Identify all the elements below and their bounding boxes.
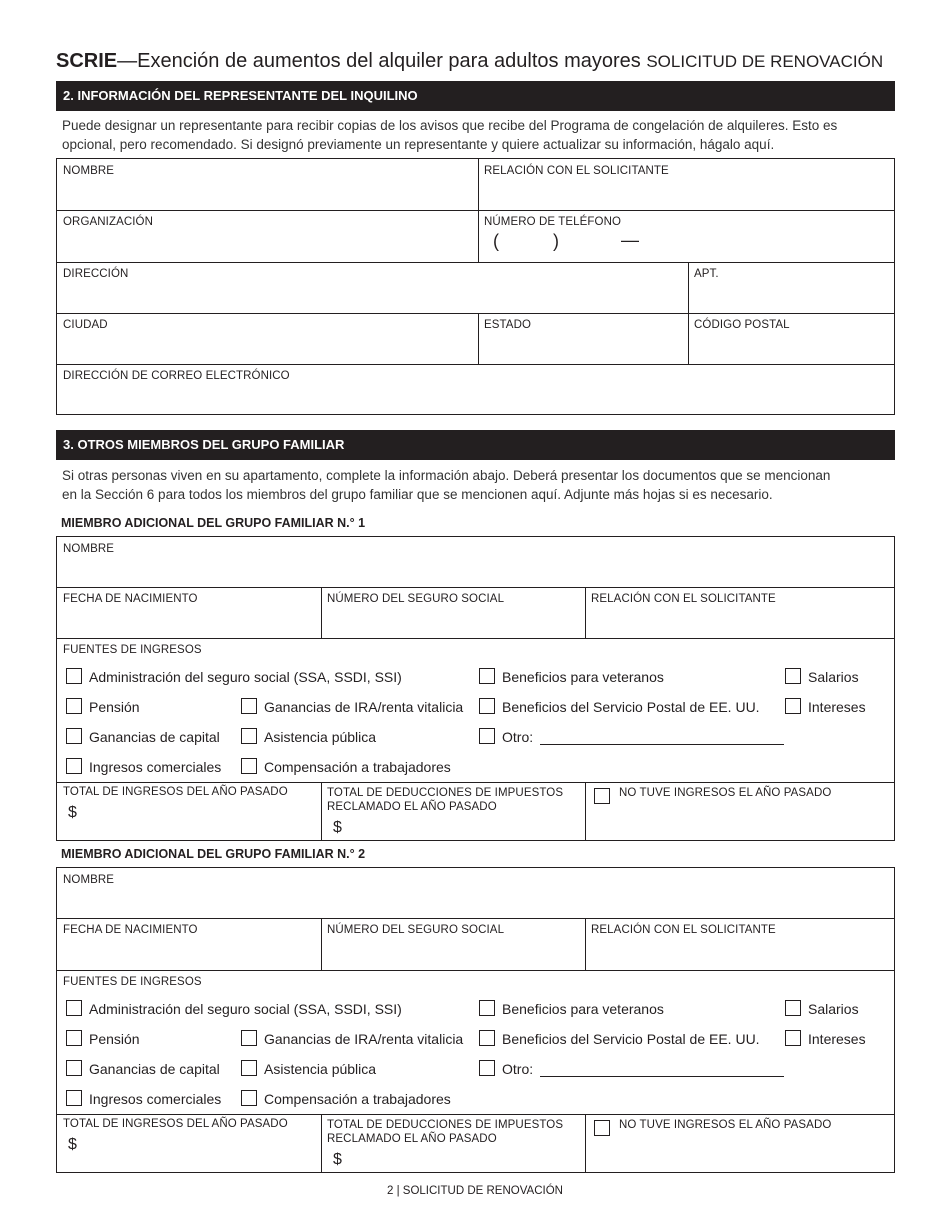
- member2-ssa-checkbox[interactable]: [66, 1000, 82, 1016]
- member1-other-checkbox[interactable]: [479, 728, 495, 744]
- member2-ssn-label: NÚMERO DEL SEGURO SOCIAL: [327, 924, 505, 936]
- rep-organization-field[interactable]: [57, 210, 478, 262]
- member2-relation-label: RELACIÓN CON EL SOLICITANTE: [591, 924, 776, 936]
- member1-workers-checkbox[interactable]: [241, 758, 257, 774]
- member1-workers-label: Compensación a trabajadores: [264, 759, 451, 775]
- member1-tax-deductions-field[interactable]: [321, 782, 585, 840]
- member1-tax-line1: TOTAL DE DEDUCCIONES DE IMPUESTOS: [327, 787, 564, 799]
- member1-wages-label: Salarios: [808, 669, 859, 685]
- member2-interest-label: Intereses: [808, 1031, 866, 1047]
- member2-name-field[interactable]: [57, 868, 894, 918]
- member1-total-income-label: TOTAL DE INGRESOS DEL AÑO PASADO: [63, 786, 288, 798]
- representative-form: [56, 158, 895, 415]
- rep-name-field[interactable]: [57, 159, 478, 210]
- member1-tax-dollar: $: [333, 819, 342, 836]
- member2-other-label: Otro:: [502, 1061, 534, 1077]
- member1-wages-checkbox[interactable]: [785, 668, 801, 684]
- member2-no-income-checkbox[interactable]: [594, 1120, 610, 1136]
- member1-veterans-label: Beneficios para veteranos: [502, 669, 664, 685]
- title-text: Exención de aumentos del alquiler para adultos mayores: [137, 50, 641, 72]
- page-footer: 2 | SOLICITUD DE RENOVACIÓN: [387, 1185, 563, 1197]
- page-title: [56, 50, 883, 73]
- member2-total-income-field[interactable]: [57, 1114, 321, 1172]
- member1-ssn-label: NÚMERO DEL SEGURO SOCIAL: [327, 593, 505, 605]
- phone-close-paren: ): [553, 231, 559, 251]
- title-dash: —: [117, 50, 138, 72]
- member1-tax-deductions-label: [327, 786, 563, 814]
- rep-relation-label: RELACIÓN CON EL SOLICITANTE: [484, 165, 669, 177]
- member1-veterans-checkbox[interactable]: [479, 668, 495, 684]
- phone-open-paren: (: [493, 231, 499, 251]
- member2-other-checkbox[interactable]: [479, 1060, 495, 1076]
- member1-ssa-checkbox[interactable]: [66, 668, 82, 684]
- member1-form: [56, 536, 895, 841]
- section3-intro-line2: en la Sección 6 para todos los miembros del grupo familiar que se mencionen aquí. Adjunte más hojas si es necesario.: [62, 487, 773, 502]
- member2-business-label: Ingresos comerciales: [89, 1091, 222, 1107]
- rep-name-label: NOMBRE: [63, 165, 115, 177]
- member2-postal-checkbox[interactable]: [479, 1030, 495, 1046]
- member2-dob-label: FECHA DE NACIMIENTO: [63, 924, 198, 936]
- member2-ira-label: Ganancias de IRA/renta vitalicia: [264, 1031, 464, 1047]
- rep-zip-label: CÓDIGO POSTAL: [694, 319, 790, 331]
- member1-other-label: Otro:: [502, 729, 534, 745]
- member2-postal-label: Beneficios del Servicio Postal de EE. UU.: [502, 1031, 760, 1047]
- member2-business-checkbox[interactable]: [66, 1090, 82, 1106]
- member2-no-income: [585, 1114, 894, 1172]
- rep-city-field[interactable]: [57, 313, 478, 364]
- member2-public-label: Asistencia pública: [264, 1061, 377, 1077]
- member2-capital-label: Ganancias de capital: [89, 1061, 220, 1077]
- member1-ira-checkbox[interactable]: [241, 698, 257, 714]
- member1-capital-label: Ganancias de capital: [89, 729, 220, 745]
- member1-interest-label: Intereses: [808, 699, 866, 715]
- member1-total-income-field[interactable]: [57, 782, 321, 840]
- member2-tax-deductions-field[interactable]: [321, 1114, 585, 1172]
- member1-title: MIEMBRO ADICIONAL DEL GRUPO FAMILIAR N.° 1: [61, 516, 366, 530]
- rep-relation-field[interactable]: [478, 159, 894, 210]
- member1-business-label: Ingresos comerciales: [89, 759, 222, 775]
- rep-zip-field[interactable]: [688, 313, 894, 364]
- phone-dash: —: [621, 230, 639, 250]
- member2-pension-label: Pensión: [89, 1031, 140, 1047]
- member1-pension-checkbox[interactable]: [66, 698, 82, 714]
- member1-total-income-dollar: $: [68, 804, 77, 821]
- member2-other-input[interactable]: [540, 1076, 784, 1077]
- member2-income-sources-label: FUENTES DE INGRESOS: [63, 976, 202, 988]
- section3-heading: 3. OTROS MIEMBROS DEL GRUPO FAMILIAR: [56, 430, 895, 460]
- member1-business-checkbox[interactable]: [66, 758, 82, 774]
- member2-total-income-label: TOTAL DE INGRESOS DEL AÑO PASADO: [63, 1118, 288, 1130]
- member2-wages-label: Salarios: [808, 1001, 859, 1017]
- member2-pension-checkbox[interactable]: [66, 1030, 82, 1046]
- member1-name-field[interactable]: [57, 537, 894, 587]
- member1-capital-checkbox[interactable]: [66, 728, 82, 744]
- member1-income-sources-label: FUENTES DE INGRESOS: [63, 644, 202, 656]
- member2-ssn-field[interactable]: [321, 918, 585, 970]
- member1-income-sources: [57, 638, 894, 782]
- member2-ira-checkbox[interactable]: [241, 1030, 257, 1046]
- rep-phone-field[interactable]: [478, 210, 894, 262]
- section2-intro-line1: Puede designar un representante para recibir copias de los avisos que recibe del Programa de congelación de alquileres. Esto es: [62, 118, 838, 133]
- member2-wages-checkbox[interactable]: [785, 1000, 801, 1016]
- member2-workers-label: Compensación a trabajadores: [264, 1091, 451, 1107]
- rep-organization-label: ORGANIZACIÓN: [63, 216, 154, 228]
- member1-relation-field[interactable]: [585, 587, 894, 638]
- rep-state-label: ESTADO: [484, 319, 532, 331]
- member2-capital-checkbox[interactable]: [66, 1060, 82, 1076]
- member1-pension-label: Pensión: [89, 699, 140, 715]
- member1-ssn-field[interactable]: [321, 587, 585, 638]
- section2-intro: [62, 116, 892, 154]
- member1-postal-checkbox[interactable]: [479, 698, 495, 714]
- member1-dob-label: FECHA DE NACIMIENTO: [63, 593, 198, 605]
- member2-income-sources: [57, 970, 894, 1114]
- member2-public-checkbox[interactable]: [241, 1060, 257, 1076]
- member2-relation-field[interactable]: [585, 918, 894, 970]
- member2-dob-field[interactable]: [57, 918, 321, 970]
- rep-phone-label: NÚMERO DE TELÉFONO: [484, 216, 622, 228]
- member2-interest-checkbox[interactable]: [785, 1030, 801, 1046]
- member1-tax-line2: RECLAMADO EL AÑO PASADO: [327, 801, 497, 813]
- section2-intro-line2: opcional, pero recomendado. Si designó previamente un representante y quiere actualizar su información, hágalo aquí.: [62, 137, 775, 152]
- member1-relation-label: RELACIÓN CON EL SOLICITANTE: [591, 593, 776, 605]
- member2-tax-dollar: $: [333, 1151, 342, 1168]
- member1-ira-label: Ganancias de IRA/renta vitalicia: [264, 699, 464, 715]
- section2-heading: 2. INFORMACIÓN DEL REPRESENTANTE DEL INQUILINO: [56, 81, 895, 111]
- rep-email-label: DIRECCIÓN DE CORREO ELECTRÓNICO: [63, 370, 290, 382]
- member1-dob-field[interactable]: [57, 587, 321, 638]
- member2-tax-deductions-label: [327, 1118, 563, 1146]
- member2-veterans-checkbox[interactable]: [479, 1000, 495, 1016]
- member2-form: [56, 867, 895, 1173]
- rep-address-label: DIRECCIÓN: [63, 268, 129, 280]
- title-subtitle: SOLICITUD DE RENOVACIÓN: [646, 52, 884, 71]
- member1-no-income: [585, 782, 894, 840]
- member2-no-income-label: NO TUVE INGRESOS EL AÑO PASADO: [619, 1119, 832, 1131]
- section3-intro-line1: Si otras personas viven en su apartamento, complete la información abajo. Deberá presentar los documentos que se mencionan: [62, 468, 831, 483]
- member2-title: MIEMBRO ADICIONAL DEL GRUPO FAMILIAR N.° 2: [61, 847, 366, 861]
- member2-tax-line1: TOTAL DE DEDUCCIONES DE IMPUESTOS: [327, 1119, 564, 1131]
- member2-tax-line2: RECLAMADO EL AÑO PASADO: [327, 1133, 497, 1145]
- rep-city-label: CIUDAD: [63, 319, 108, 331]
- member1-ssa-label: Administración del seguro social (SSA, SSDI, SSI): [89, 669, 402, 685]
- member2-ssa-label: Administración del seguro social (SSA, SSDI, SSI): [89, 1001, 402, 1017]
- member2-total-income-dollar: $: [68, 1136, 77, 1153]
- section3-intro: [62, 466, 892, 504]
- member2-veterans-label: Beneficios para veteranos: [502, 1001, 664, 1017]
- rep-address-field[interactable]: [57, 262, 688, 313]
- member1-interest-checkbox[interactable]: [785, 698, 801, 714]
- brand-label: SCRIE: [56, 50, 118, 72]
- member1-no-income-label: NO TUVE INGRESOS EL AÑO PASADO: [619, 787, 832, 799]
- rep-apt-label: APT.: [694, 268, 719, 280]
- rep-email-field[interactable]: [57, 364, 894, 414]
- member2-name-label: NOMBRE: [63, 874, 115, 886]
- member1-name-label: NOMBRE: [63, 543, 115, 555]
- rep-apt-field[interactable]: [688, 262, 894, 313]
- rep-state-field[interactable]: [478, 313, 688, 364]
- member1-public-checkbox[interactable]: [241, 728, 257, 744]
- member1-public-label: Asistencia pública: [264, 729, 377, 745]
- member1-other-input[interactable]: [540, 744, 784, 745]
- member1-no-income-checkbox[interactable]: [594, 788, 610, 804]
- member1-postal-label: Beneficios del Servicio Postal de EE. UU.: [502, 699, 760, 715]
- member2-workers-checkbox[interactable]: [241, 1090, 257, 1106]
